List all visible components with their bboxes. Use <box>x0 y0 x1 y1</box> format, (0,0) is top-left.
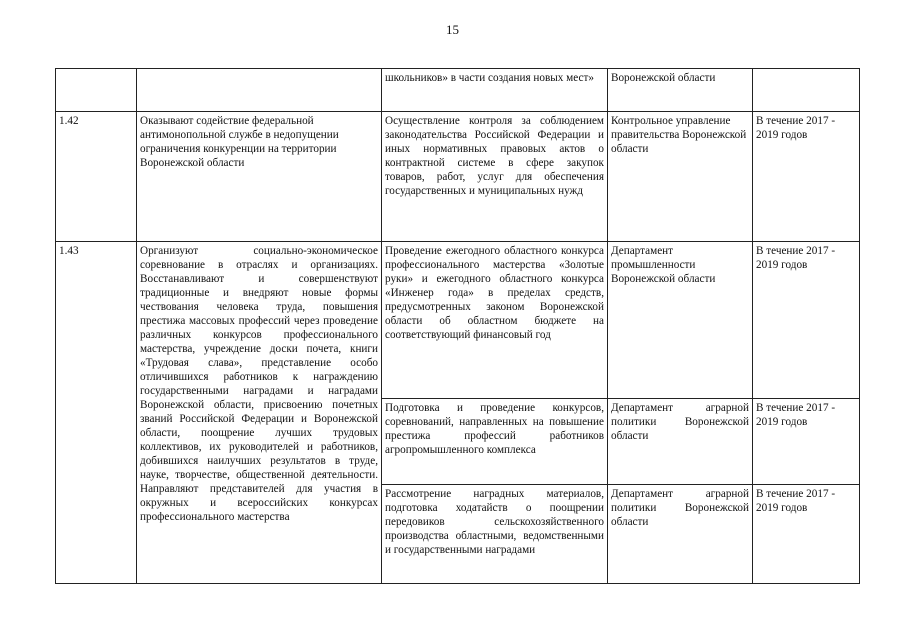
executor-cell: Департамент промышленности Воронежской области <box>608 242 753 399</box>
deadline-cell <box>753 69 860 112</box>
deadline-cell: В течение 2017 - 2019 годов <box>753 485 860 584</box>
activity-cell: Проведение ежегодного областного конкурса профессионального мастерства «Золотые руки» и ежегодного областного конкурса «Инженер года» в пределах средств, предусмотренных законом Воронежской области об областном бюджете на соответствующий финансовый год <box>382 242 608 399</box>
activity-cell: Рассмотрение наградных материалов, подготовка ходатайств о поощрении передовиков сельскохозяйственного производства областными, ведомственными и государственными наградами <box>382 485 608 584</box>
measure-cell <box>137 69 382 112</box>
table-row-continuation <box>56 69 860 112</box>
executor-cell: Департамент аграрной политики Воронежской области <box>608 399 753 485</box>
row-number-cell: 1.43 <box>56 242 137 584</box>
row-number-cell: 1.42 <box>56 112 137 242</box>
deadline-cell: В течение 2017 - 2019 годов <box>753 399 860 485</box>
activity-cell: Подготовка и проведение конкурсов, соревнований, направленных на повышение престижа профессий работников агропромышленного комплекса <box>382 399 608 485</box>
executor-cell: Контрольное управление правительства Воронежской области <box>608 112 753 242</box>
deadline-cell: В течение 2017 - 2019 годов <box>753 242 860 399</box>
table-row-1-42 <box>56 112 860 242</box>
activity-cell: школьников» в части создания новых мест» <box>382 69 608 112</box>
measure-cell: Оказывают содействие федеральной антимонопольной службе в недопущении ограничения конкуренции на территории Воронежской области <box>137 112 382 242</box>
deadline-cell: В течение 2017 - 2019 годов <box>753 112 860 242</box>
row-number-cell <box>56 69 137 112</box>
table-row-1-43 <box>56 242 860 399</box>
page-number: 15 <box>446 22 459 37</box>
executor-cell: Департамент аграрной политики Воронежской области <box>608 485 753 584</box>
measure-cell: Организуют социально-экономическое соревнование в отраслях и организациях. Восстанавливают и совершенствуют традиционные и внедряют новые формы чествования человека труда, повышения престижа массовых профессий через проведение различных конкурсов профессионального мастерства, учреждение доски почета, книги «Трудовая слава», представление особо отличившихся работников к награждению государственными наградами и наградами Воронежской области, присвоению почетных званий Российской Федерации и Воронежской области, поощрение лучших трудовых коллективов, их руководителей и работников, добившихся наилучших результатов в труде, науке, творчестве, общественной деятельности. Направляют представителей для участия в окружных и всероссийских конкурсах профессионального мастерства <box>137 242 382 584</box>
executor-cell: Воронежской области <box>608 69 753 112</box>
activity-cell: Осуществление контроля за соблюдением законодательства Российской Федерации и иных нормативных правовых актов о контрактной системе в сфере закупок товаров, работ, услуг для обеспечения государственных и муниципальных нужд <box>382 112 608 242</box>
measures-table <box>55 68 860 584</box>
